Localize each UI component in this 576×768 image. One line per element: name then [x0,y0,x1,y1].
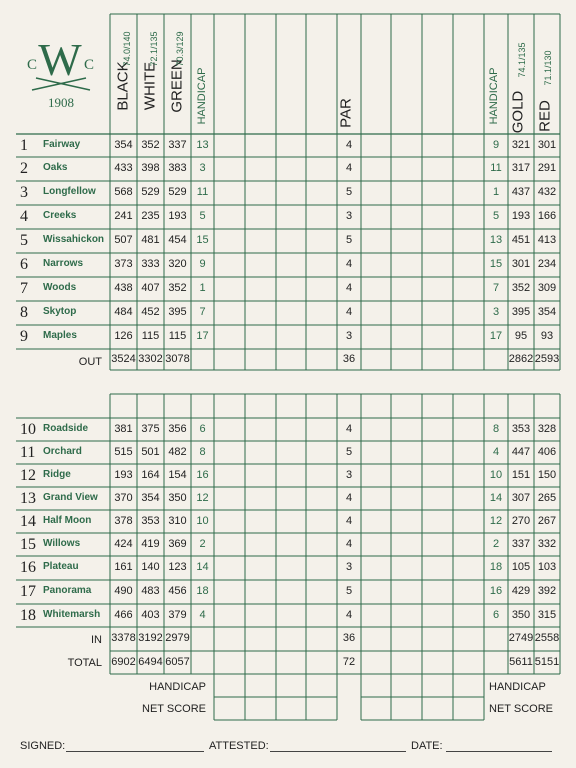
yardage-black: 466 [114,609,133,621]
yardage-gold: 350 [511,609,531,621]
header-par: PAR [337,98,355,128]
yardage-gold: 337 [511,538,531,550]
hole-name: Oaks [43,162,68,173]
hole-number: 3 [20,184,28,201]
hole-name: Woods [43,282,77,293]
handicap-value-right: 15 [489,258,503,270]
yardage-green: 529 [168,186,187,198]
yardage-white: 403 [141,609,160,621]
hole-name: Fairway [43,139,81,150]
yardage-gold: 352 [511,282,531,294]
yardage-white: 419 [141,538,160,550]
handicap-value: 12 [196,492,209,504]
yardage-green: 154 [168,469,187,481]
yardage-red: 309 [537,282,557,294]
yardage-black: 161 [114,561,133,573]
yardage-white: 354 [141,492,160,504]
yardage-red: 315 [537,609,557,621]
hole-name: Wissahickon [43,234,105,245]
hole-number: 2 [20,160,28,177]
yardage-green: 482 [168,446,187,458]
hole-number: 11 [20,444,36,461]
header-green: GREEN [168,59,186,113]
total-par: 72 [342,656,356,668]
date-line[interactable] [446,751,552,752]
out-label: OUT [78,356,102,368]
in-label: IN [91,634,102,646]
yardage-red: 291 [537,162,557,174]
yardage-green: 310 [168,515,187,527]
yardage-black: 126 [114,330,133,342]
yardage-black: 241 [114,210,133,222]
yardage-gold: 151 [511,469,531,481]
yardage-white: 398 [141,162,160,174]
handicap-value-right: 14 [489,492,503,504]
hole-number: 5 [20,232,28,249]
handicap-value: 16 [196,469,209,481]
yardage-white: 333 [141,258,160,270]
yardage-black: 484 [114,306,133,318]
header-black: BLACK [114,61,132,111]
net-score-row-label: NET SCORE [142,703,206,715]
yardage-red: 392 [537,585,557,597]
hole-name: Narrows [43,258,84,269]
yardage-gold: 95 [514,330,528,342]
handicap-value-right: 12 [489,515,503,527]
handicap-value-right: 6 [492,609,500,621]
handicap-value: 17 [196,330,209,342]
par-value: 3 [345,330,353,342]
handicap-value: 9 [199,258,206,270]
handicap-value-right: 11 [490,162,502,174]
handicap-value-right: 5 [492,210,500,222]
yardage-white: 353 [141,515,160,527]
yardage-red: 267 [537,515,557,527]
yardage-black: 381 [114,423,133,435]
yardage-gold: 451 [511,234,531,246]
handicap-value: 8 [199,446,206,458]
header-red: RED [536,100,554,132]
yardage-green: 337 [168,139,187,151]
yardage-red: 354 [537,306,557,318]
yardage-black: 354 [114,139,133,151]
out-white: 3302 [138,353,163,365]
out-red: 2593 [534,353,560,365]
header-handicap: HANDICAP [196,67,208,125]
yardage-white: 407 [141,282,160,294]
handicap-value-right: 9 [492,139,500,151]
club-logo [26,38,96,108]
yardage-gold: 301 [511,258,531,270]
header-handicap-right: HANDICAP [488,67,500,125]
total-green: 6057 [165,656,190,668]
handicap-value: 10 [196,515,209,527]
yardage-black: 373 [114,258,133,270]
yardage-white: 483 [141,585,160,597]
par-value: 4 [345,609,353,621]
in-green: 2979 [165,632,190,644]
in-gold: 2749 [508,632,534,644]
header-white: WHITE [141,61,159,111]
yardage-green: 456 [168,585,187,597]
yardage-white: 235 [141,210,160,222]
handicap-value: 6 [199,423,206,435]
par-value: 3 [345,210,353,222]
hole-number: 17 [20,583,36,600]
svg-text:W: W [38,38,82,85]
yardage-red: 328 [537,423,557,435]
net-score-row-label-right: NET SCORE [489,703,553,715]
out-black: 3524 [111,353,136,365]
handicap-row-label: HANDICAP [149,681,206,693]
hole-number: 13 [20,490,36,507]
yardage-red: 234 [537,258,557,270]
handicap-value: 7 [199,306,206,318]
par-value: 4 [345,139,353,151]
total-black: 6902 [111,656,136,668]
par-value: 4 [345,515,353,527]
hole-name: Half Moon [43,515,92,526]
hole-number: 8 [20,304,28,321]
hole-name: Maples [43,330,77,341]
handicap-value-right: 16 [489,585,503,597]
yardage-white: 115 [141,330,160,342]
in-black: 3378 [111,632,136,644]
hole-name: Plateau [43,561,79,572]
yardage-black: 193 [114,469,133,481]
yardage-gold: 270 [511,515,531,527]
handicap-value-right: 1 [492,186,500,198]
hole-number: 6 [20,256,28,273]
hole-number: 1 [20,137,28,154]
hole-number: 16 [20,559,36,576]
handicap-value: 13 [196,139,209,151]
yardage-green: 379 [168,609,187,621]
par-value: 4 [345,492,353,504]
hole-name: Orchard [43,446,82,457]
handicap-value-right: 13 [489,234,503,246]
hole-number: 12 [20,467,36,484]
attested-label: ATTESTED: [209,740,269,752]
yardage-green: 320 [168,258,187,270]
handicap-value: 5 [199,210,206,222]
handicap-value: 4 [199,609,206,621]
handicap-value: 14 [196,561,209,573]
yardage-gold: 429 [511,585,531,597]
svg-text:C: C [26,57,38,73]
header-gold: GOLD [509,90,527,134]
in-par: 36 [342,632,356,644]
header-white-rating: 72.1/135 [149,31,159,67]
yardage-white: 481 [141,234,160,246]
handicap-value-right: 18 [489,561,503,573]
yardage-black: 424 [114,538,133,550]
handicap-value: 1 [199,282,206,294]
in-white: 3192 [138,632,163,644]
yardage-green: 454 [168,234,187,246]
date-label: DATE: [411,740,443,752]
par-value: 5 [345,585,353,597]
yardage-gold: 321 [511,139,531,151]
total-label: TOTAL [67,657,102,669]
hole-name: Whitemarsh [43,609,101,620]
total-gold: 5611 [509,656,533,668]
yardage-white: 452 [141,306,160,318]
yardage-gold: 307 [511,492,531,504]
handicap-value-right: 10 [489,469,503,481]
par-value: 5 [345,446,353,458]
handicap-value-right: 2 [492,538,500,550]
yardage-gold: 395 [511,306,531,318]
yardage-red: 93 [540,330,554,342]
yardage-red: 332 [537,538,557,550]
hole-number: 7 [20,280,28,297]
handicap-value: 15 [196,234,209,246]
handicap-value: 2 [199,538,206,550]
hole-number: 14 [20,513,36,530]
yardage-gold: 317 [511,162,531,174]
yardage-green: 123 [168,561,187,573]
hole-name: Panorama [43,585,92,596]
yardage-red: 301 [537,139,557,151]
yardage-green: 395 [168,306,187,318]
logo-year: 1908 [48,95,74,110]
par-value: 4 [345,538,353,550]
yardage-white: 501 [141,446,160,458]
yardage-black: 568 [114,186,133,198]
hole-name: Roadside [43,423,89,434]
total-white: 6494 [138,656,163,668]
yardage-red: 413 [537,234,557,246]
yardage-white: 164 [141,469,160,481]
handicap-value-right: 3 [492,306,500,318]
yardage-white: 140 [141,561,160,573]
hole-name: Longfellow [43,186,96,197]
header-gold-rating: 74.1/135 [517,42,527,78]
par-value: 4 [345,282,353,294]
hole-number: 9 [20,328,28,345]
total-red: 5151 [534,656,560,668]
yardage-gold: 437 [511,186,531,198]
yardage-green: 115 [168,330,187,342]
out-gold: 2862 [508,353,534,365]
yardage-green: 356 [168,423,187,435]
hole-name: Creeks [43,210,77,221]
yardage-red: 103 [537,561,557,573]
yardage-black: 507 [114,234,133,246]
out-par: 36 [342,353,356,365]
yardage-white: 375 [141,423,160,435]
signed-label: SIGNED: [20,740,66,752]
handicap-value-right: 4 [492,446,500,458]
par-value: 4 [345,162,353,174]
hole-number: 18 [20,607,36,624]
handicap-value-right: 17 [489,330,503,342]
in-red: 2558 [534,632,560,644]
handicap-value: 3 [199,162,206,174]
par-value: 3 [345,469,353,481]
par-value: 5 [345,186,353,198]
header-black-rating: 74.0/140 [122,31,132,67]
yardage-black: 378 [114,515,133,527]
par-value: 4 [345,423,353,435]
yardage-black: 515 [114,446,133,458]
yardage-green: 352 [168,282,187,294]
yardage-green: 193 [168,210,187,222]
yardage-white: 529 [141,186,160,198]
hole-number: 10 [20,421,36,438]
yardage-green: 369 [168,538,187,550]
par-value: 4 [345,306,353,318]
yardage-green: 383 [168,162,187,174]
par-value: 3 [345,561,353,573]
out-green: 3078 [165,353,190,365]
yardage-black: 490 [114,585,133,597]
yardage-green: 350 [168,492,187,504]
handicap-row-label-right: HANDICAP [489,681,546,693]
yardage-gold: 447 [511,446,531,458]
header-green-rating: 70.3/129 [175,31,185,67]
par-value: 4 [345,258,353,270]
hole-name: Grand View [43,492,98,503]
hole-number: 15 [20,536,36,553]
yardage-red: 150 [537,469,557,481]
yardage-red: 406 [537,446,557,458]
yardage-white: 352 [141,139,160,151]
signed-line[interactable] [66,751,204,752]
header-red-rating: 71.1/130 [543,50,553,86]
yardage-black: 438 [114,282,133,294]
yardage-black: 370 [114,492,133,504]
hole-name: Ridge [43,469,71,480]
hole-name: Skytop [43,306,77,317]
handicap-value-right: 8 [492,423,500,435]
hole-number: 4 [20,208,28,225]
attested-line[interactable] [270,751,406,752]
yardage-red: 432 [537,186,557,198]
handicap-value: 18 [196,585,209,597]
handicap-value-right: 7 [492,282,500,294]
yardage-black: 433 [114,162,133,174]
svg-text:C: C [83,57,95,73]
yardage-gold: 353 [511,423,531,435]
yardage-red: 265 [537,492,557,504]
handicap-value: 11 [196,186,209,198]
yardage-red: 166 [537,210,557,222]
yardage-gold: 193 [511,210,531,222]
par-value: 5 [345,234,353,246]
yardage-gold: 105 [511,561,531,573]
hole-name: Willows [43,538,81,549]
